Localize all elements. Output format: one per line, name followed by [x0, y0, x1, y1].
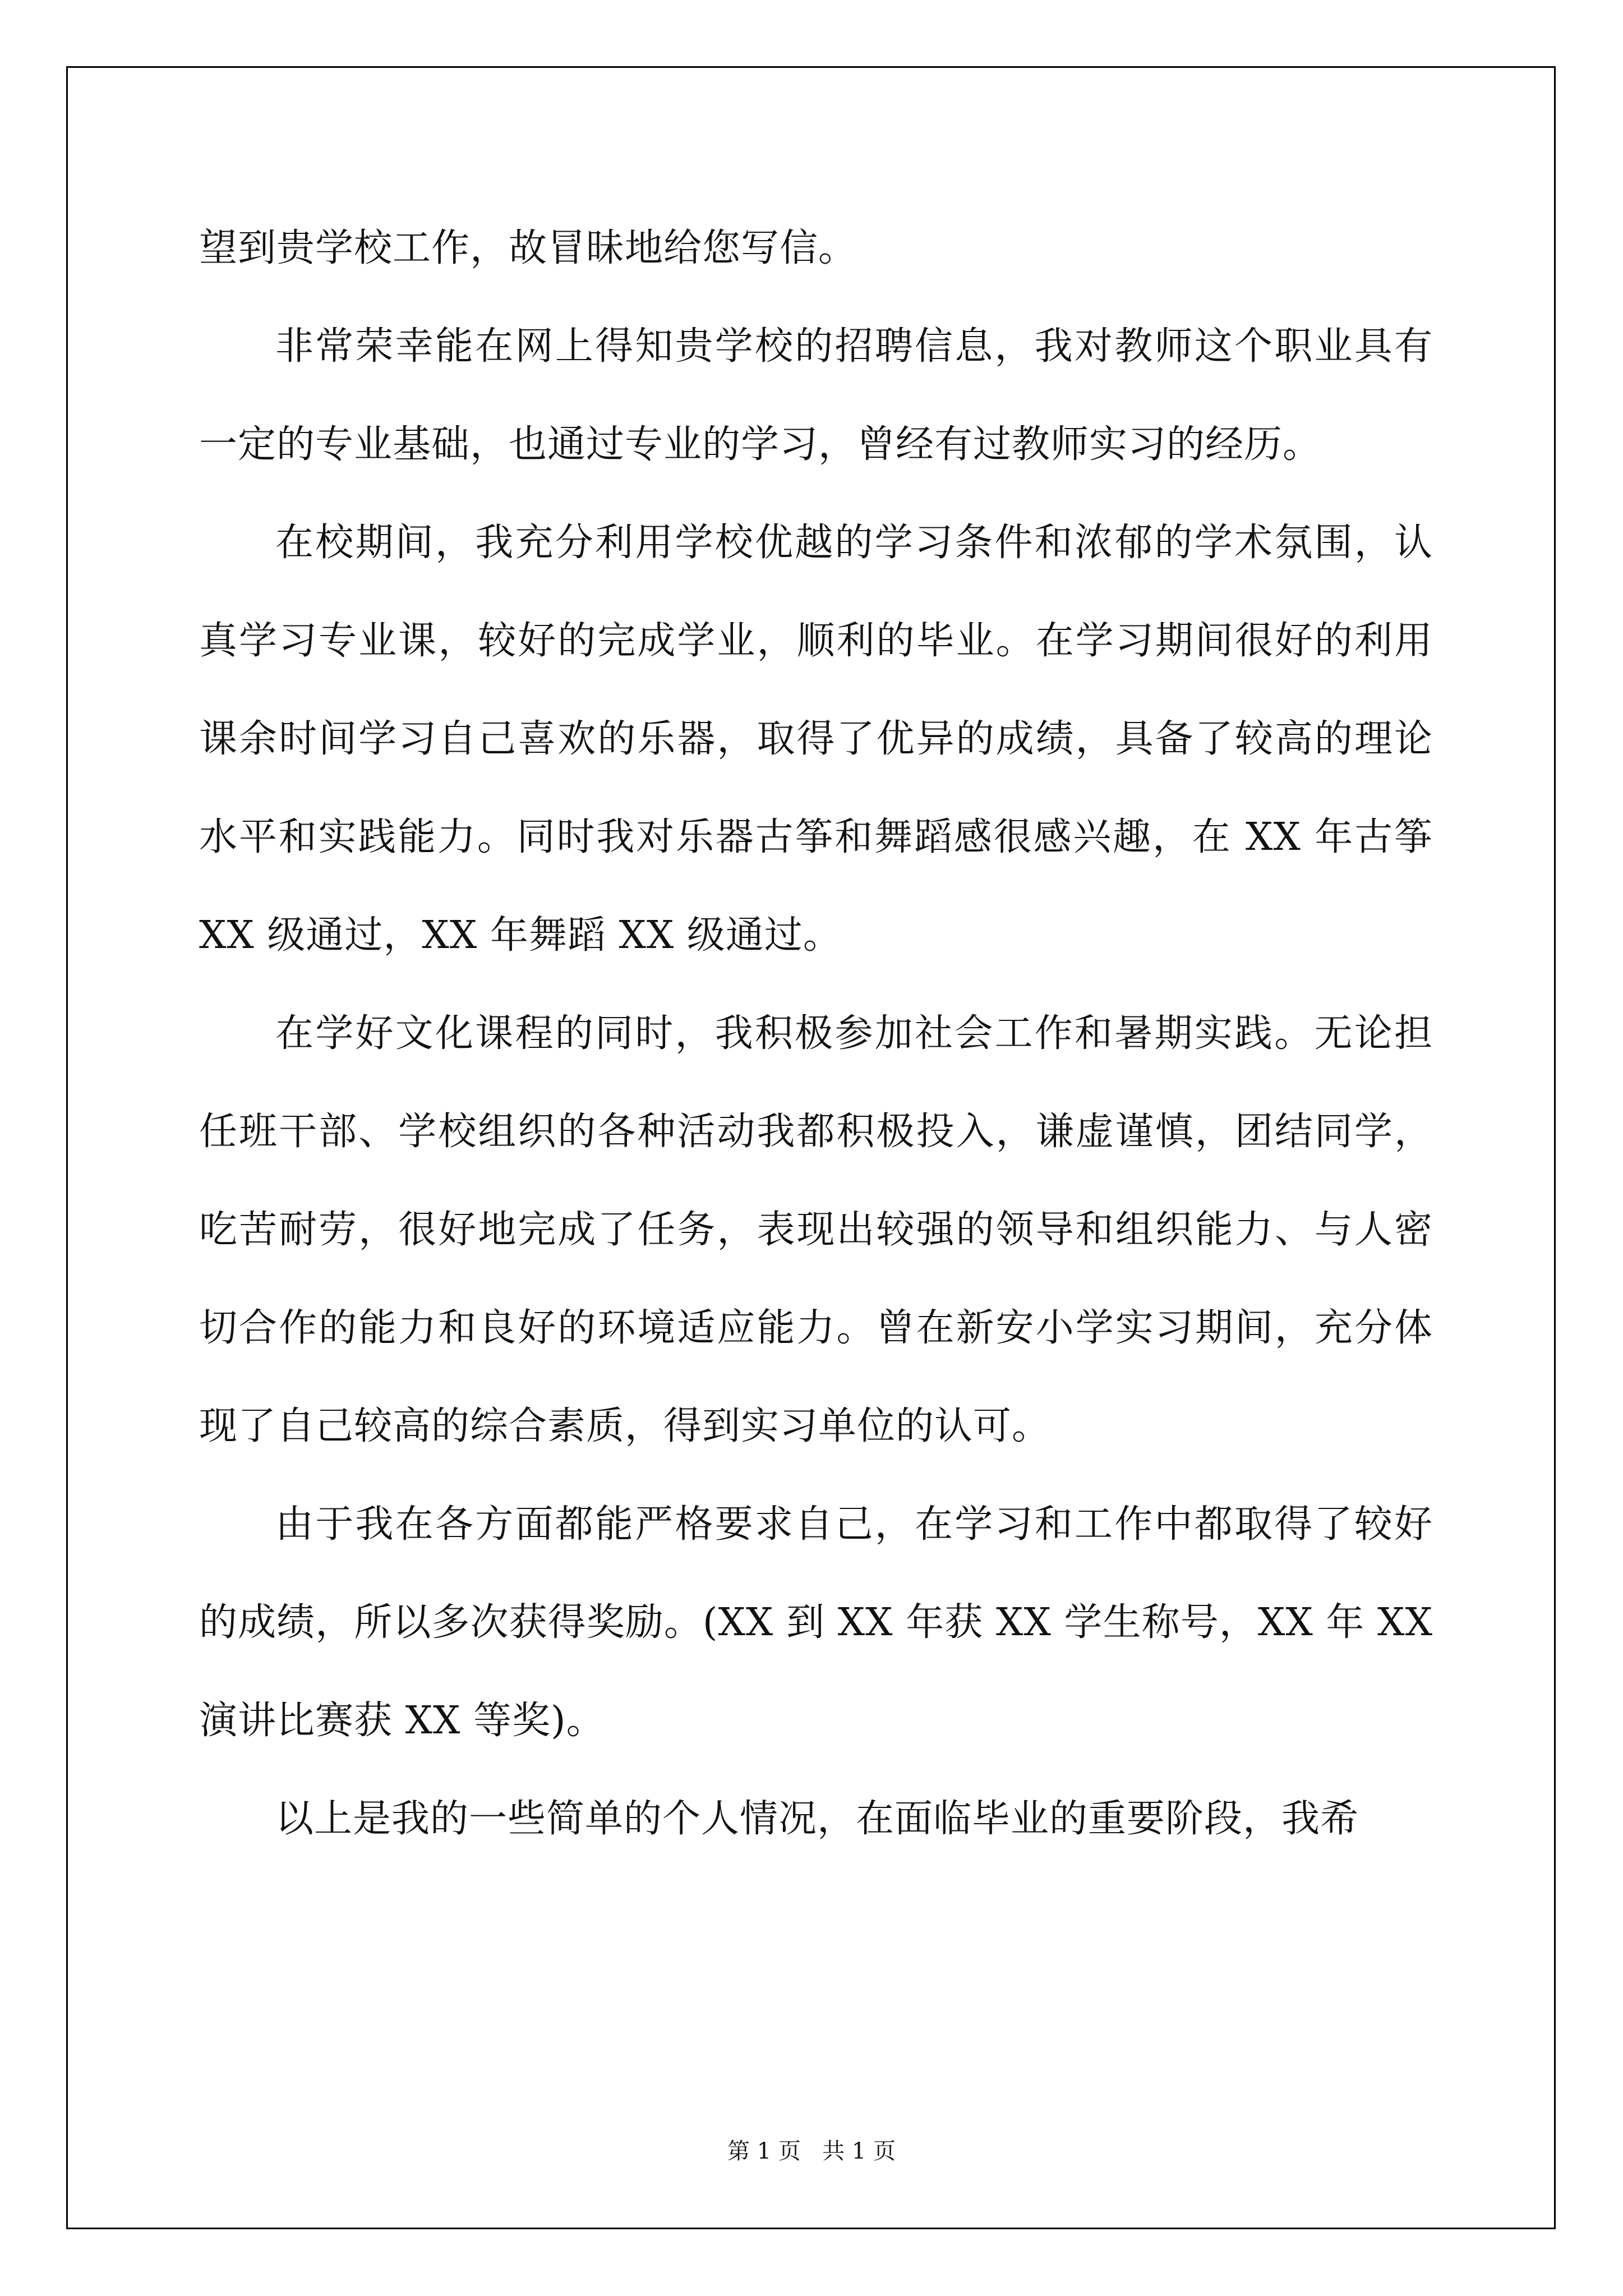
paragraph-1: 望到贵学校工作，故冒昧地给您写信。 — [199, 226, 857, 270]
paragraph-3: 在校期间，我充分利用学校优越的学习条件和浓郁的学术氛围，认真学习专业课，较好的完成学业，顺利的毕业。在学习期间很好的利用课余时间学习自己喜欢的乐器，取得了优异的成绩，具备了较高的理论水平和实践能力。同时我对乐器古筝和舞蹈感很感兴趣，在 XX 年古筝 XX 级通过，XX 年舞蹈 XX 级通过。 — [199, 521, 1433, 958]
paragraph-5: 由于我在各方面都能严格要求自己，在学习和工作中都取得了较好的成绩，所以多次获得奖励。(XX 到 XX 年获 XX 学生称号，XX 年 XX 演讲比赛获 XX 等奖)。 — [199, 1502, 1433, 1743]
paragraph-6: 以上是我的一些简单的个人情况，在面临毕业的重要阶段，我希 — [275, 1797, 1359, 1841]
paragraph-4: 在学好文化课程的同时，我积极参加社会工作和暑期实践。无论担任班干部、学校组织的各种活动我都积极投入，谦虚谨慎，团结同学，吃苦耐劳，很好地完成了任务，表现出较强的领导和组织能力、与人密切合作的能力和良好的环境适应能力。曾在新安小学实习期间，充分体现了自己较高的综合素质，得到实习单位的认可。 — [199, 1011, 1433, 1448]
document-body — [199, 199, 1433, 1868]
paragraph-2: 非常荣幸能在网上得知贵学校的招聘信息，我对教师这个职业具有一定的专业基础，也通过专业的学习，曾经有过教师实习的经历。 — [199, 324, 1433, 467]
page-number-footer: 第 1 页 共 1 页 — [727, 2138, 896, 2164]
